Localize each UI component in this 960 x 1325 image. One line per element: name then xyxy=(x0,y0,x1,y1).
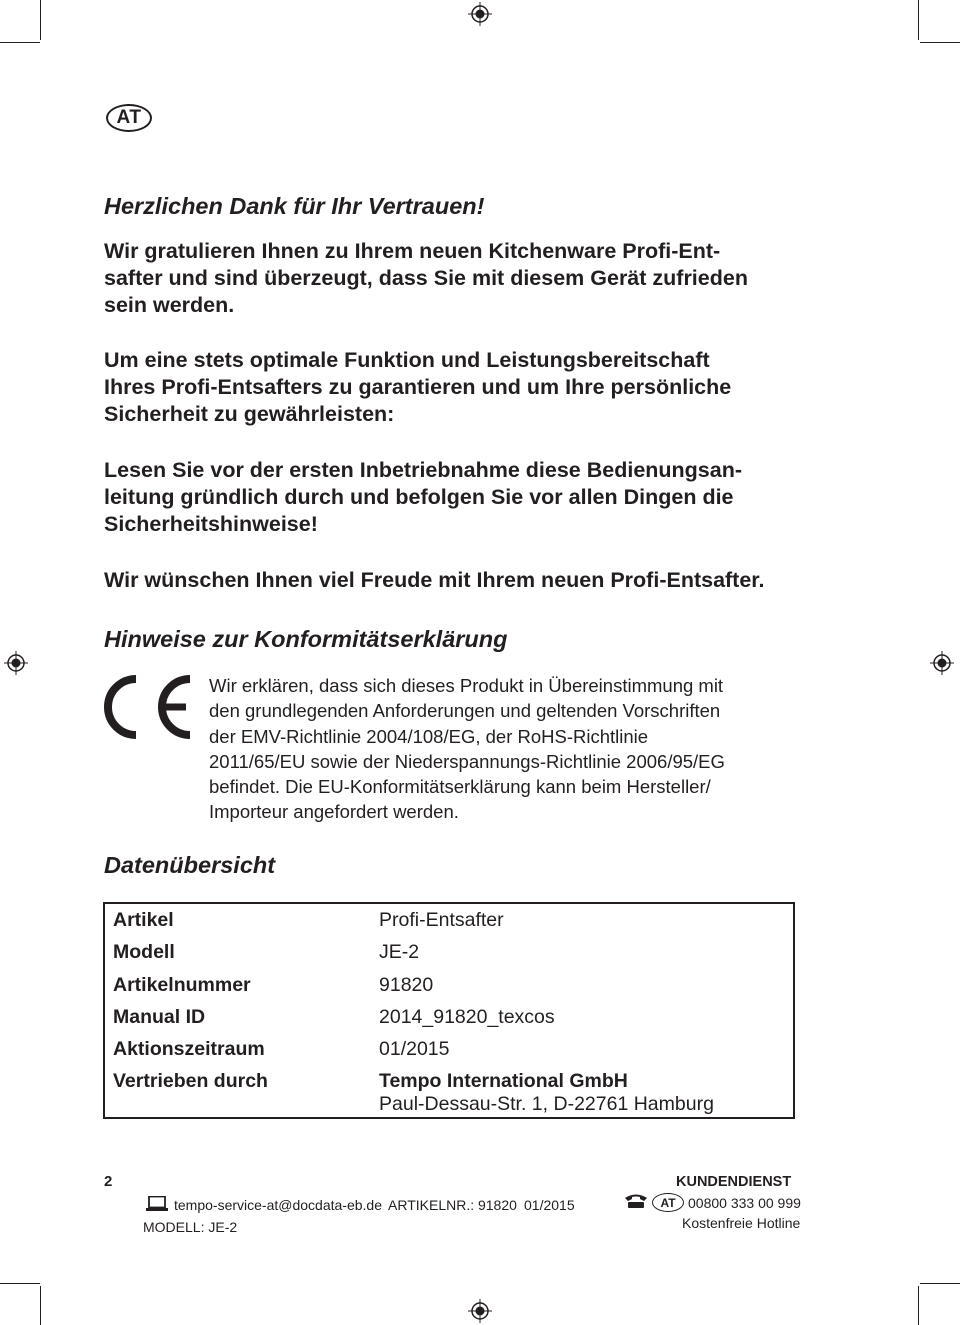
row-value: 2014_91820_texcos xyxy=(379,1006,555,1029)
page-number: 2 xyxy=(104,1173,113,1190)
row-label: Vertrieben durch xyxy=(113,1070,268,1093)
hotline-number[interactable]: 00800 333 00 999 xyxy=(688,1195,801,1211)
row-label: Artikelnummer xyxy=(113,973,251,996)
footer-model: MODELL: JE-2 xyxy=(143,1219,238,1235)
ce-mark-logo xyxy=(100,672,200,742)
row-value: JE-2 xyxy=(379,941,420,964)
intro-paragraph-3: Lesen Sie vor der ersten Inbetriebnahme diese Bedienungsan- leitung gründlich durch und befolgen Sie vor allen Dingen die Sicherheitshinweise! xyxy=(104,458,743,536)
registration-mark-icon xyxy=(468,1299,492,1323)
crop-mark-top-right xyxy=(920,42,960,43)
registration-mark-icon xyxy=(930,651,954,675)
registration-mark-icon xyxy=(4,651,28,675)
service-title: KUNDENDIENST xyxy=(676,1174,792,1190)
service-email[interactable]: tempo-service-at@docdata-eb.de xyxy=(174,1197,382,1213)
crop-mark-top-left-v xyxy=(40,0,41,40)
table-row xyxy=(104,936,794,968)
table-row xyxy=(104,1066,794,1118)
crop-mark-bottom-left-v xyxy=(40,1286,41,1325)
intro-paragraph-2: Um eine stets optimale Funktion und Leistungsbereitschaft Ihres Profi-Entsafters zu garantieren und um Ihre persönliche Sicherheit zu gewährleisten: xyxy=(104,348,732,426)
row-value: 91820 xyxy=(379,973,434,996)
row-label: Artikel xyxy=(113,908,174,931)
distributor-name: Tempo International GmbH xyxy=(379,1070,628,1093)
row-value xyxy=(379,1066,794,1118)
data-overview-table xyxy=(103,902,795,1119)
country-badge: AT xyxy=(106,104,152,132)
registration-mark-icon xyxy=(468,2,492,26)
table-row xyxy=(104,1034,794,1066)
intro-heading: Herzlichen Dank für Ihr Vertrauen! xyxy=(104,193,485,219)
intro-paragraph-4: Wir wünschen Ihnen viel Freude mit Ihrem neuen Profi-Entsafter. xyxy=(104,568,765,592)
computer-icon xyxy=(146,1196,168,1212)
conformity-text: Wir erklären, dass sich dieses Produkt in Übereinstimmung mit den grundlegenden Anforderungen und geltenden Vorschriften der EMV-Richtlinie 2004/108/EG, der RoHS-Richtlinie 2011/65/EU sowie der Niederspannungs-Richtlinie 2006/95/EG befindet. Die EU-Konformitätserklärung kann beim Hersteller/ Importeur angefordert werden. xyxy=(209,675,725,823)
row-label: Modell xyxy=(113,941,175,964)
table-row xyxy=(104,903,794,936)
table-row xyxy=(104,969,794,1001)
hotline-label: Kostenfreie Hotline xyxy=(682,1215,801,1231)
crop-mark-top-left xyxy=(0,42,40,43)
data-overview-heading: Datenübersicht xyxy=(104,852,276,878)
phone-icon xyxy=(624,1193,648,1209)
intro-paragraph-1: Wir gratulieren Ihnen zu Ihrem neuen Kitchenware Profi-Ent- safter und sind überzeugt, dass Sie mit diesem Gerät zufrieden sein werden. xyxy=(104,239,748,317)
crop-mark-top-right-v xyxy=(918,0,919,40)
crop-mark-bottom-right xyxy=(920,1283,960,1284)
article-number: ARTIKELNR.: 91820 xyxy=(388,1197,517,1213)
row-value: 01/2015 xyxy=(379,1038,450,1061)
table-row xyxy=(104,1001,794,1033)
row-value: Profi-Entsafter xyxy=(379,908,504,931)
conformity-heading: Hinweise zur Konformitätserklärung xyxy=(104,626,508,652)
row-label: Aktionszeitraum xyxy=(113,1038,265,1061)
distributor-address: Paul-Dessau-Str. 1, D-22761 Hamburg xyxy=(379,1093,714,1116)
footer-date: 01/2015 xyxy=(524,1197,575,1213)
crop-mark-bottom-left xyxy=(0,1283,40,1284)
crop-mark-bottom-right-v xyxy=(918,1286,919,1325)
hotline-country-badge: AT xyxy=(652,1193,684,1212)
row-label: Manual ID xyxy=(113,1006,206,1029)
